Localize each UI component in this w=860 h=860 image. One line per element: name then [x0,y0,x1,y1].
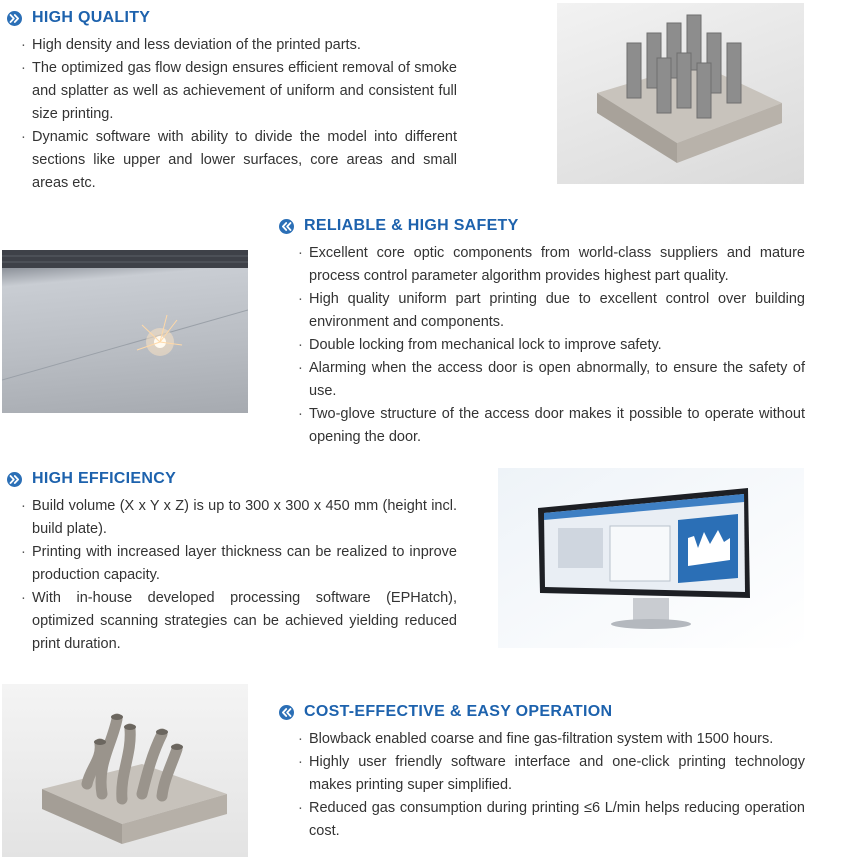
bullet-item: · Printing with increased layer thickness can be realized to inprove production capacity. [21,541,457,587]
bullet-item: · Dynamic software with ability to divide the model into different sections like upper and lower surfaces, core areas and small areas etc. [21,126,457,195]
section-title: HIGH QUALITY [32,9,151,26]
bullet-item: · Blowback enabled coarse and fine gas-filtration system with 1500 hours. [298,728,805,751]
bullet-item: · Reduced gas consumption during printing ≤6 L/min helps reducing operation cost. [298,797,805,843]
bullet-item: · With in-house developed processing software (EPHatch), optimized scanning strategies can be achieved yielding reduced print duration. [21,587,457,656]
section-title: COST-EFFECTIVE & EASY OPERATION [304,703,613,720]
bullet-item: · Highly user friendly software interface and one-click printing technology makes printing super simplified. [298,751,805,797]
section-header [279,702,805,722]
software-monitor-image [498,468,804,648]
bullet-item: · Two-glove structure of the access door makes it possible to operate without opening the door. [298,403,805,449]
chevrons-left-icon [279,219,294,234]
bullet-list [298,242,805,449]
section-cost-effective [279,702,805,843]
chevrons-right-icon [7,11,22,26]
chevrons-left-icon [279,705,294,720]
section-high-efficiency [7,469,457,656]
section-high-quality [7,8,457,195]
laser-melting-photo [2,250,248,413]
bullet-item: · The optimized gas flow design ensures efficient removal of smoke and splatter as well as achievement of uniform and consistent full size printing. [21,57,457,126]
section-header [7,469,457,489]
printed-tubes-photo [2,684,248,857]
section-header [7,8,457,28]
printed-parts-photo [557,3,804,184]
bullet-item: · High quality uniform part printing due to excellent control over building environment and components. [298,288,805,334]
section-title: RELIABLE & HIGH SAFETY [304,217,519,234]
bullet-list [21,34,457,195]
bullet-item: · Alarming when the access door is open abnormally, to ensure the safety of use. [298,357,805,403]
section-reliable-safety [279,216,805,449]
bullet-item: · Build volume (X x Y x Z) is up to 300 x 300 x 450 mm (height incl. build plate). [21,495,457,541]
section-header [279,216,805,236]
bullet-list [21,495,457,656]
bullet-item: · Double locking from mechanical lock to improve safety. [298,334,805,357]
bullet-list [298,728,805,843]
section-title: HIGH EFFICIENCY [32,470,177,487]
bullet-item: · Excellent core optic components from world-class suppliers and mature process control parameter algorithm provides highest part quality. [298,242,805,288]
bullet-item: · High density and less deviation of the printed parts. [21,34,457,57]
chevrons-right-icon [7,472,22,487]
